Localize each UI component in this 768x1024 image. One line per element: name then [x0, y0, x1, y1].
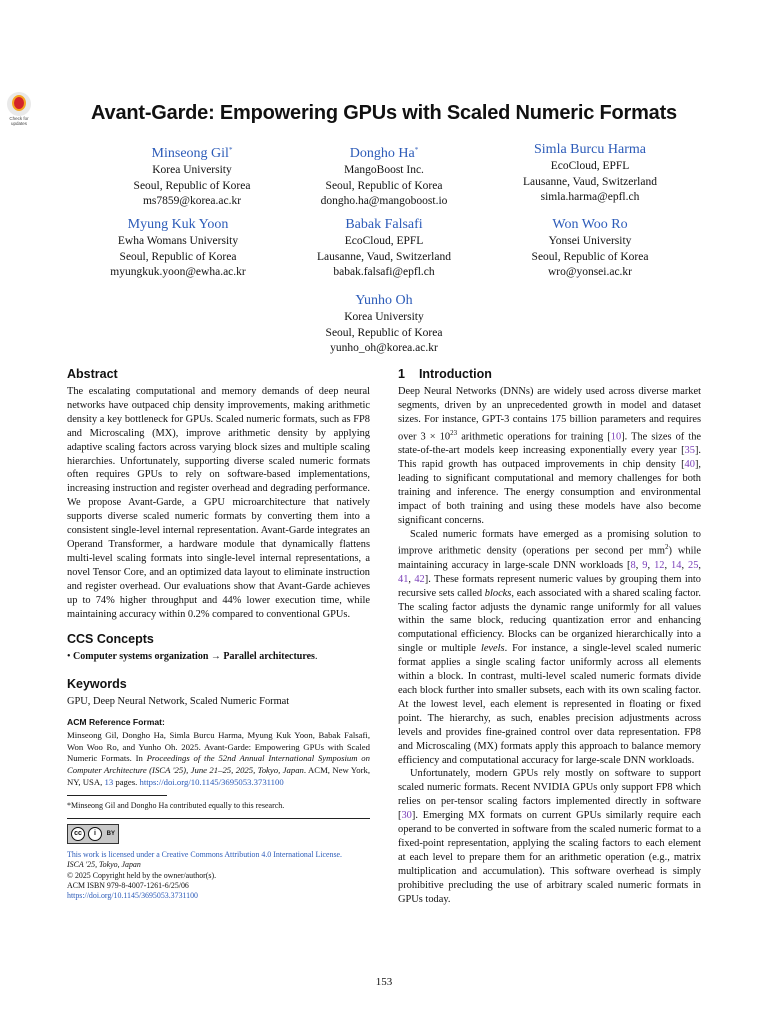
text-run: ,: [635, 559, 643, 571]
cc-icon: cc: [71, 827, 85, 841]
superscript: 23: [450, 428, 458, 437]
citation-link[interactable]: 41: [398, 573, 409, 585]
acm-reference-text: [67, 730, 370, 788]
text-run: ,: [664, 559, 672, 571]
ccs-concepts: [67, 650, 370, 664]
author-block: [284, 216, 484, 281]
citation-link[interactable]: 25: [688, 559, 699, 571]
author-email[interactable]: dongho.ha@mangoboost.io: [320, 195, 448, 208]
text-run: ]. Emerging MX formats on current GPUs similarly require each operand to be converted in software from the scaled numeric format to a fixed-point representation, applying the scaling factors to each element at each level to prepare them for an arithmetic operation (e.g., matrix multiplication and accumulation). This software overhead is simply prohibitive precluding the use of arbitrary scaled numeric formats in GPUs today.: [398, 810, 701, 905]
license-doi-link[interactable]: https://doi.org/10.1145/3695053.3731100: [67, 891, 199, 901]
author-affiliation: MangoBoost Inc.: [344, 164, 424, 176]
intro-paragraph-1: [398, 385, 701, 528]
author-block: [284, 292, 484, 357]
introduction-heading: [398, 366, 701, 382]
text-run: arithmetic operations for training [: [457, 431, 611, 443]
ccs-heading: CCS Concepts: [67, 632, 154, 647]
author-block: [284, 141, 484, 210]
author-email[interactable]: babak.falsafi@epfl.ch: [333, 266, 435, 279]
text-run: ], leading to significant computational and memory challenges for both training and inference. The energy consumption and environmental impact of both training and using these models have also become significant concerns.: [398, 459, 701, 526]
author-block: [92, 141, 292, 210]
keywords-heading: Keywords: [67, 677, 127, 692]
text-run: ]. The sizes of the state-of-the-art models keep increasing exponentially every year [: [398, 431, 701, 457]
ccs-item: Computer systems organization: [73, 651, 209, 663]
reference-publisher: . ACM, New York, NY, USA,: [67, 764, 370, 787]
text-run: ,: [681, 559, 689, 571]
badge-label-2: updates: [10, 121, 27, 126]
author-affiliation: EcoCloud, EPFL: [550, 160, 630, 172]
author-affiliation: EcoCloud, EPFL: [344, 235, 424, 247]
license-link[interactable]: This work is licensed under a Creative Commons Attribution 4.0 International License.: [67, 850, 343, 860]
abstract-text: The escalating computational and memory demands of deep neural networks have outpaced chip density improvements, making arithmetic density a key bottleneck for GPUs. Scaled numeric formats, such as FP8 and Microscaling (MX), improve arithmetic density by applying adaptive scaling factors across varying block sizes and multiple scaling hierarchies. Unfortunately, supporting diverse scaled numeric formats often requires GPUs to rely on software-based implementations, increasing instruction and register overhead and degrading performance. We propose Avant-Garde, a GPU microarchitecture that natively supports diverse scaled numeric formats by converting them into a consistent single-level internal representation. Avant-Garde integrates an Operand Transformer, a hardware module that dynamically flattens multi-level scaling formats into single-level internal representations, a novel Tensor Core, and an optimized data layout to eliminate instruction and register overhead. Our evaluations show that Avant-Garde achieves up to 74% higher throughput and 44% lower execution time, while maintaining accuracy within 0.2% compared to conventional GPUs.: [67, 386, 370, 620]
right-column: [398, 366, 701, 906]
reference-pages-suffix: pages.: [113, 776, 140, 787]
text-run: ]. This rapid growth has outpaced improvements in chip density [: [398, 445, 701, 470]
author-affiliation: Yonsei University: [548, 235, 632, 247]
license-block: [67, 824, 370, 901]
license-divider: [67, 818, 370, 819]
equal-contribution-mark: *: [228, 146, 233, 154]
equal-contribution-mark: *: [414, 146, 419, 154]
section-number: 1: [398, 367, 405, 381]
citation-link[interactable]: 14: [671, 559, 682, 571]
author-name[interactable]: Simla Burcu Harma: [534, 142, 646, 157]
author-location: Lausanne, Vaud, Switzerland: [523, 175, 657, 188]
citation-link[interactable]: 10: [610, 431, 622, 443]
text-run: , each associated with a shared scaling factor. The scaling factor adjusts the dynamic range uniformly for all values within the same block, reducing quantization error and enhancing computational efficiency. Blocks can be organized hierarchically into a single or multiple: [398, 587, 701, 655]
ccs-item: Parallel architectures: [223, 651, 315, 663]
author-location: Seoul, Republic of Korea: [325, 179, 443, 192]
author-email[interactable]: yunho_oh@korea.ac.kr: [330, 342, 438, 355]
license-venue: ISCA '25, Tokyo, Japan: [67, 860, 141, 870]
author-location: Seoul, Republic of Korea: [119, 250, 237, 263]
text-run: ,: [408, 573, 415, 585]
text-run: Scaled numeric formats have emerged as a promising solution to improve arithmetic density (operations per second per mm: [398, 528, 701, 557]
text-run: ) while maintaining accuracy in large-scale DNN workloads [: [398, 545, 701, 571]
author-email[interactable]: simla.harma@epfl.ch: [540, 191, 640, 204]
author-affiliation: Ewha Womans University: [117, 235, 239, 247]
author-location: Seoul, Republic of Korea: [133, 179, 251, 192]
author-block: [78, 216, 278, 281]
author-block: [490, 141, 690, 206]
left-column: [67, 366, 370, 902]
author-name[interactable]: Dongho Ha: [349, 146, 415, 161]
author-name[interactable]: Minseong Gil: [151, 146, 229, 161]
badge-label-1: Check for: [9, 116, 29, 121]
by-label: BY: [106, 831, 115, 838]
author-block: [490, 216, 690, 281]
citation-link[interactable]: 30: [401, 810, 412, 822]
citation-link[interactable]: 12: [654, 559, 665, 571]
author-name[interactable]: Yunho Oh: [355, 293, 413, 308]
emphasis: levels: [480, 643, 505, 655]
text-run: ,: [647, 559, 655, 571]
text-run: ]. These formats represent numeric values by grouping them into recursive sets called: [398, 573, 701, 599]
author-location: Seoul, Republic of Korea: [531, 250, 649, 263]
citation-link[interactable]: 42: [414, 573, 425, 585]
abstract-heading: Abstract: [67, 367, 118, 381]
intro-paragraph-3: [398, 767, 701, 906]
page-number: 153: [375, 976, 393, 988]
author-location: Lausanne, Vaud, Switzerland: [317, 250, 451, 263]
footnote: *Minseong Gil and Dongho Ha contributed equally to this research.: [67, 800, 285, 810]
author-name[interactable]: Myung Kuk Yoon: [127, 217, 229, 232]
author-affiliation: Korea University: [152, 164, 232, 176]
license-isbn: ACM ISBN 979-8-4007-1261-6/25/06: [67, 881, 189, 891]
author-affiliation: Korea University: [344, 311, 424, 323]
text-run: ,: [698, 559, 702, 571]
section-title: Introduction: [418, 367, 492, 381]
reference-authors: Minseong Gil, Dongho Ha, Simla Burcu Harma, Myung Kuk Yoon, Babak Falsafi, Won Woo Ro, and Yunho Oh. 2025. Avant-Garde: Empowering GPUs with Scaled Numeric Formats. In: [67, 730, 370, 764]
author-location: Seoul, Republic of Korea: [325, 326, 443, 339]
reference-venue: Proceedings of the 52nd Annual International Symposium on Computer Architecture (ISCA '25), June 21–25, 2025, Tokyo, Japan: [67, 753, 370, 775]
license-copyright: © 2025 Copyright held by the owner/author(s).: [67, 870, 217, 880]
author-name[interactable]: Babak Falsafi: [345, 217, 423, 232]
reference-pages-link[interactable]: 13: [104, 776, 114, 787]
citation-link[interactable]: 35: [684, 445, 695, 457]
acm-reference: [67, 716, 370, 788]
author-email[interactable]: ms7859@korea.ac.kr: [142, 195, 242, 208]
emphasis: blocks: [484, 587, 512, 599]
acm-reference-heading: ACM Reference Format:: [67, 717, 165, 728]
arrow-icon: →: [210, 651, 221, 663]
text-run: Unfortunately, modern GPUs rely mostly on software to support scaled numeric formats. Recent NVIDIA GPUs only support FP8 which relies on per-tensor scaling factors implemented directly in software [: [398, 768, 701, 822]
author-email[interactable]: myungkuk.yoon@ewha.ac.kr: [110, 266, 246, 279]
text-run: Deep Neural Networks (DNNs) are widely used across diverse market segments, driven by an unprecedented growth in model and dataset sizes. For instance, GPT-3 contains 175 billion parameters and requires over 3 × 10: [398, 386, 701, 443]
paper-title: Avant-Garde: Empowering GPUs with Scaled Numeric Formats: [91, 102, 677, 124]
keywords-text: GPU, Deep Neural Network, Scaled Numeric Format: [67, 696, 290, 708]
citation-link[interactable]: 8: [630, 559, 636, 571]
cc-by-badge[interactable]: [67, 824, 119, 844]
author-email[interactable]: wro@yonsei.ac.kr: [547, 266, 633, 279]
intro-paragraph-2: [398, 528, 701, 768]
footnote-divider: [67, 795, 167, 796]
ccs-bullet: •: [67, 651, 71, 663]
reference-doi-link[interactable]: https://doi.org/10.1145/3695053.3731100: [139, 776, 284, 787]
author-name[interactable]: Won Woo Ro: [552, 217, 628, 232]
ccs-period: .: [314, 651, 318, 663]
text-run: . For instance, a single-level scaled numeric format applies a single scaling factor uniformly across all elements within a block. In contrast, multi-level scaled numeric formats divide each block further into smaller subsets, each with its own scaling factor. At the lowest level, each element is represented in floating or fixed point. The hierarchy, as such, enables precision adjustments across levels and provides fine-grained control over data representation. FP8 and Microscaling (MX) formats apply this approach to balance memory efficiency and computational accuracy for large-scale DNN workloads.: [398, 643, 701, 766]
attribution-icon: i: [88, 827, 102, 841]
superscript: 2: [664, 543, 669, 552]
citation-link[interactable]: 40: [684, 459, 695, 470]
citation-link[interactable]: 9: [642, 559, 648, 571]
